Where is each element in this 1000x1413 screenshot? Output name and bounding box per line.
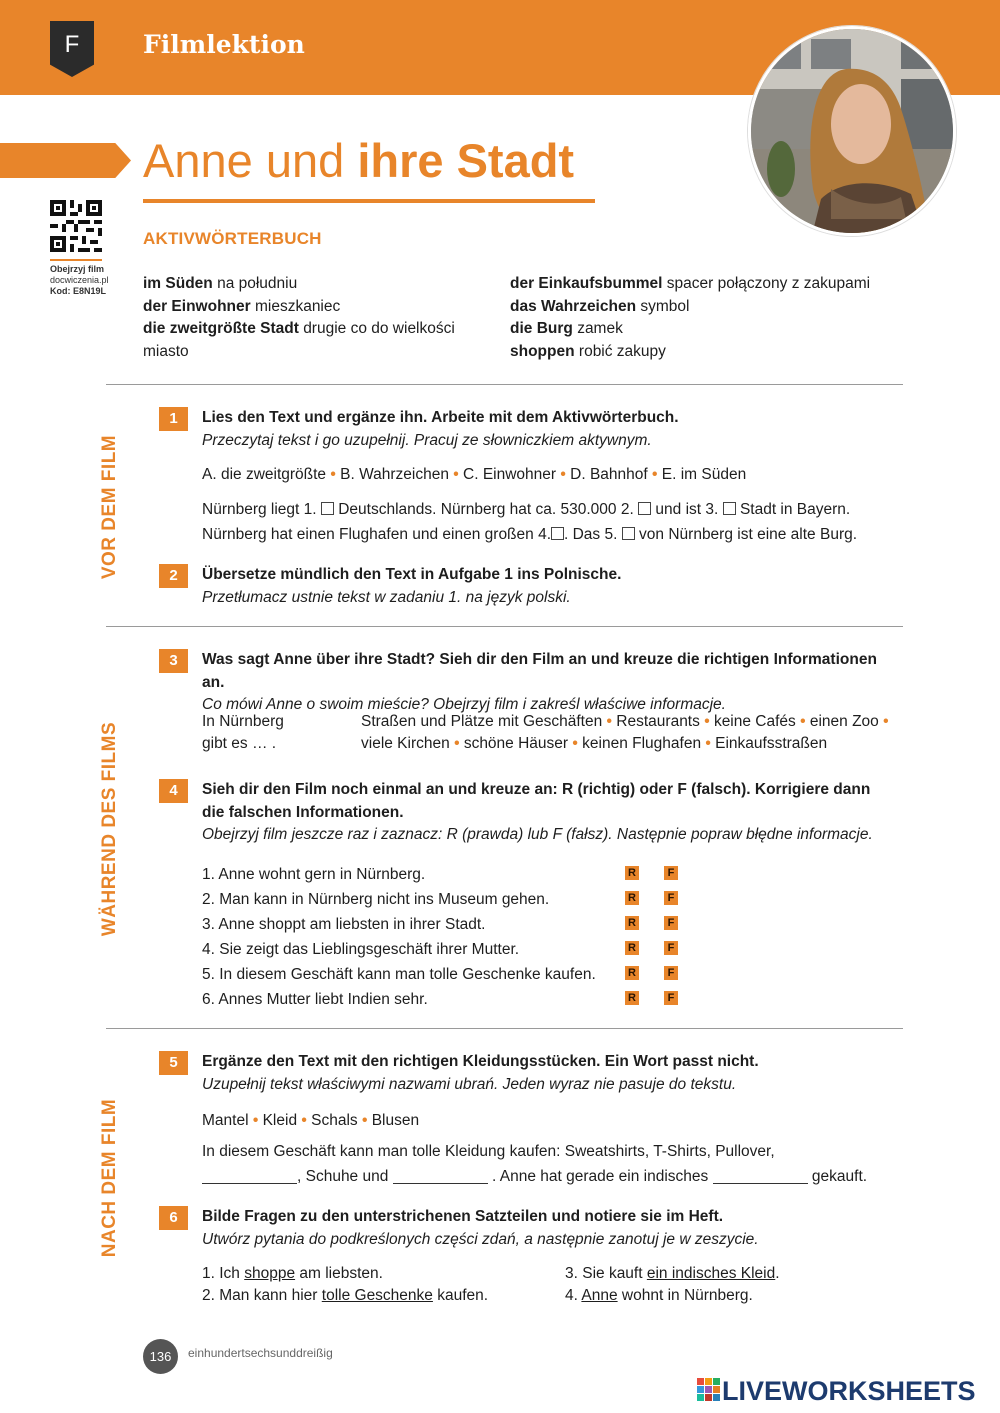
task-subtitle: Uzupełnij tekst właściwymi nazwami ubrań. Jeden wyraz nie pasuje do tekstu. [202, 1075, 737, 1093]
task6 [202, 1206, 902, 1251]
task-subtitle: Utwórz pytania do podkreślonych części zdań, a następnie zanotuj je w zeszycie. [202, 1230, 759, 1248]
statement: 5. In diesem Geschäft kann man tolle Geschenke kaufen. [202, 966, 596, 983]
lesson-title [143, 133, 574, 188]
answer-box-5[interactable] [622, 527, 635, 540]
option: E. im Süden [661, 466, 747, 483]
option[interactable]: viele Kirchen [361, 735, 450, 752]
bullet-dot: • [560, 466, 566, 483]
task2 [202, 564, 902, 609]
vocab-translation: symbol [640, 297, 690, 315]
vocab-translation: na południu [217, 275, 298, 292]
vocab-entry [510, 318, 900, 341]
text-fragment: 2. Man kann hier [202, 1287, 322, 1304]
divider-3 [106, 1028, 903, 1029]
vocab-term: der Einwohner [143, 297, 251, 315]
r-checkbox[interactable]: R [625, 966, 639, 980]
vocab-heading: AKTIVWÖRTERBUCH [143, 229, 322, 248]
divider-1 [106, 384, 903, 385]
vocab-entry [143, 318, 493, 341]
bullet-dot: • [704, 713, 710, 730]
statement: 1. Anne wohnt gern in Nürnberg. [202, 866, 426, 883]
task6-items-left [202, 1263, 488, 1307]
text-fragment: 1. Ich [202, 1265, 245, 1282]
title-arrow [0, 143, 131, 178]
statement: 2. Man kann in Nürnberg nicht ins Museum gehen. [202, 891, 550, 908]
task1-text-line1 [202, 499, 850, 521]
vocab-entry [143, 273, 493, 296]
task1-options [202, 464, 746, 486]
answer-box-3[interactable] [723, 502, 736, 515]
statement: 6. Annes Mutter liebt Indien sehr. [202, 991, 428, 1008]
statement: 3. Anne shoppt am liebsten in ihrer Stadt. [202, 916, 486, 933]
option[interactable]: schöne Häuser [463, 735, 569, 752]
blank-input-3[interactable] [713, 1170, 808, 1184]
lesson-title-part2: ihre Stadt [357, 134, 575, 187]
underlined-part: Anne [581, 1287, 618, 1304]
bullet-dot: • [652, 466, 658, 483]
sentence-item [565, 1263, 780, 1285]
task5-text-line2 [202, 1166, 867, 1188]
task-title: Ergänze den Text mit den richtigen Kleidungsstücken. Ein Wort passt nicht. [202, 1053, 759, 1070]
qr-caption [50, 264, 109, 297]
blank-input-1[interactable] [202, 1170, 297, 1184]
page-number-word: einhundertsechsunddreißig [188, 1346, 333, 1360]
task-number: 2 [159, 564, 188, 588]
task6-items-right [565, 1263, 780, 1307]
f-checkbox[interactable]: F [664, 891, 678, 905]
r-checkbox[interactable]: R [625, 991, 639, 1005]
chapter-badge-letter: F [64, 31, 80, 58]
header-title: Filmlektion [143, 30, 305, 59]
task1 [202, 407, 902, 452]
option: C. Einwohner [463, 466, 557, 483]
sentence-item [565, 1285, 780, 1307]
qr-code-icon[interactable] [50, 200, 102, 252]
option[interactable]: Einkaufsstraßen [715, 735, 828, 752]
bullet-dot: • [800, 713, 806, 730]
text-fragment: . Anne hat gerade ein indisches [491, 1168, 709, 1185]
text-fragment: Stadt in Bayern. [739, 501, 851, 518]
divider-2 [106, 626, 903, 627]
r-checkbox[interactable]: R [625, 891, 639, 905]
option[interactable]: keine Cafés [713, 713, 796, 730]
qr-caption-line1: Obejrzyj film [50, 264, 105, 274]
blank-input-2[interactable] [393, 1170, 488, 1184]
r-checkbox[interactable]: R [625, 941, 639, 955]
anne-portrait-image [751, 29, 956, 236]
options-row-1 [361, 711, 889, 733]
task1-text-line2 [202, 524, 857, 546]
option[interactable]: einen Zoo [809, 713, 879, 730]
task4 [202, 779, 922, 847]
lead-line: In Nürnberg [202, 713, 284, 730]
task5 [202, 1051, 902, 1096]
task3 [202, 649, 902, 717]
task-subtitle: Obejrzyj film jeszcze raz i zaznacz: R (prawda) lub F (fałsz). Następnie popraw błędne informacje. [202, 826, 873, 843]
task-title: Lies den Text und ergänze ihn. Arbeite mit dem Aktivwörterbuch. [202, 409, 679, 426]
vocab-entry [143, 296, 493, 319]
answer-box-4[interactable] [551, 527, 564, 540]
text-fragment: am liebsten. [295, 1265, 383, 1282]
vocab-entry-cont: miasto [143, 342, 189, 360]
task5-text-line1: In diesem Geschäft kann man tolle Kleidung kaufen: Sweatshirts, T-Shirts, Pullover, [202, 1143, 775, 1160]
text-fragment: 3. Sie kauft [565, 1265, 647, 1282]
text-fragment: von Nürnberg ist eine alte Burg. [639, 526, 858, 543]
anne-photo [748, 26, 956, 236]
bullet-dot: • [361, 1112, 368, 1129]
f-checkbox[interactable]: F [664, 866, 678, 880]
task-title: Übersetze mündlich den Text in Aufgabe 1 ins Polnische. [202, 566, 622, 583]
liveworksheets-brand[interactable]: LIVEWORKSHEETS [722, 1376, 976, 1406]
underlined-part: shoppe [244, 1265, 296, 1282]
text-fragment: Nürnberg liegt 1. [202, 501, 317, 518]
task3-lead [202, 711, 284, 755]
text-fragment: , Schuhe und [297, 1168, 389, 1185]
task5-options [202, 1110, 419, 1132]
f-checkbox[interactable]: F [664, 966, 678, 980]
task-number: 6 [159, 1206, 188, 1230]
task-title: Sieh dir den Film noch einmal an und kreuze an: R (richtig) oder F (falsch). Korrigiere dann [202, 781, 871, 798]
bullet-dot: • [572, 735, 578, 752]
vocab-term: die Burg [510, 320, 573, 337]
sentence-item [202, 1285, 488, 1307]
vocab-translation: robić zakupy [578, 342, 666, 360]
option[interactable]: keinen Flughafen [582, 735, 702, 752]
section-after-film: NACH DEM FILM [99, 1098, 120, 1258]
answer-box-1[interactable] [321, 502, 334, 515]
bullet-dot: • [454, 735, 460, 752]
title-underline [143, 199, 595, 203]
vocab-term: im Süden [143, 275, 213, 292]
task-title: Was sagt Anne über ihre Stadt? Sieh dir den Film an und kreuze die richtigen Informationen an. [202, 651, 877, 691]
section-before-film: VOR DEM FILM [99, 434, 120, 580]
vocab-entry [510, 273, 900, 296]
text-fragment: gekauft. [811, 1168, 868, 1185]
task-title-cont: die falschen Informationen. [202, 803, 404, 821]
task-subtitle: Przetłumacz ustnie tekst w zadaniu 1. na język polski. [202, 588, 571, 606]
answer-box-2[interactable] [638, 502, 651, 515]
liveworksheets-logo-icon [697, 1378, 721, 1409]
text-fragment: kaufen. [432, 1287, 489, 1304]
task3-options [361, 711, 889, 755]
vocab-term: shoppen [510, 342, 575, 360]
option: A. die zweitgrößte [202, 466, 327, 483]
vocab-translation: drugie co do wielkości [303, 320, 455, 337]
bullet-dot: • [330, 466, 336, 483]
vocab-left [143, 273, 493, 363]
vocab-term: die zweitgrößte Stadt [143, 320, 299, 337]
section-during-film: WÄHREND DES FILMS [99, 721, 120, 937]
text-fragment: 4. [565, 1287, 582, 1304]
qr-caption-line2[interactable]: docwiczenia.pl [50, 275, 109, 285]
text-fragment: und ist 3. [655, 501, 719, 518]
bullet-dot: • [606, 713, 612, 730]
task-number: 5 [159, 1051, 188, 1075]
task-number: 1 [159, 407, 188, 431]
vocab-term: der Einkaufsbummel [510, 275, 663, 292]
qr-divider [50, 259, 102, 261]
bullet-dot: • [301, 1112, 307, 1129]
option: Mantel [202, 1112, 249, 1129]
vocab-translation: spacer połączony z zakupami [666, 275, 871, 292]
underlined-part: tolle Geschenke [321, 1287, 433, 1304]
vocab-entry [510, 341, 900, 364]
option: Blusen [371, 1112, 420, 1129]
task-subtitle: Co mówi Anne o swoim mieście? Obejrzyj film i zakreśl właściwe informacje. [202, 696, 726, 713]
page-number: 136 [143, 1339, 178, 1374]
lesson-title-part1: Anne und [143, 134, 358, 187]
text-fragment: . Das 5. [564, 526, 618, 543]
bullet-dot: • [705, 735, 711, 752]
underlined-part: ein indisches Kleid [646, 1265, 776, 1282]
sentence-item [202, 1263, 488, 1285]
f-checkbox[interactable]: F [664, 916, 678, 930]
vocab-right [510, 273, 900, 363]
option: D. Bahnhof [570, 466, 648, 483]
f-checkbox[interactable]: F [664, 991, 678, 1005]
option[interactable]: Restaurants [616, 713, 700, 730]
r-checkbox[interactable]: R [625, 916, 639, 930]
option[interactable]: Straßen und Plätze mit Geschäften [361, 713, 603, 730]
task-number: 3 [159, 649, 188, 673]
text-fragment: Deutschlands. Nürnberg hat ca. 530.000 2. [338, 501, 634, 518]
bullet-dot: • [252, 1112, 259, 1129]
text-fragment: wohnt in Nürnberg. [617, 1287, 753, 1304]
task-subtitle: Przeczytaj tekst i go uzupełnij. Pracuj ze słowniczkiem aktywnym. [202, 431, 652, 449]
statement: 4. Sie zeigt das Lieblingsgeschäft ihrer Mutter. [202, 941, 520, 958]
task-number: 4 [159, 779, 188, 803]
option: Schals [311, 1112, 358, 1129]
option: Kleid [262, 1112, 298, 1129]
vocab-entry [510, 296, 900, 319]
vocab-translation: zamek [577, 320, 623, 337]
bullet-dot: • [883, 713, 889, 730]
qr-caption-line3: Kod: E8N19L [50, 286, 107, 296]
task-title: Bilde Fragen zu den unterstrichenen Satzteilen und notiere sie im Heft. [202, 1208, 724, 1225]
options-row-2 [361, 733, 889, 755]
lead-line: gibt es … . [202, 735, 277, 752]
text-fragment: Nürnberg hat einen Flughafen und einen großen 4. [202, 526, 551, 543]
vocab-term: das Wahrzeichen [510, 297, 637, 315]
task4-statements [202, 862, 596, 1012]
vocab-translation: mieszkaniec [254, 297, 341, 315]
f-checkbox[interactable]: F [664, 941, 678, 955]
r-checkbox[interactable]: R [625, 866, 639, 880]
text-fragment: . [775, 1265, 780, 1282]
bullet-dot: • [453, 466, 459, 483]
option: B. Wahrzeichen [340, 466, 449, 483]
